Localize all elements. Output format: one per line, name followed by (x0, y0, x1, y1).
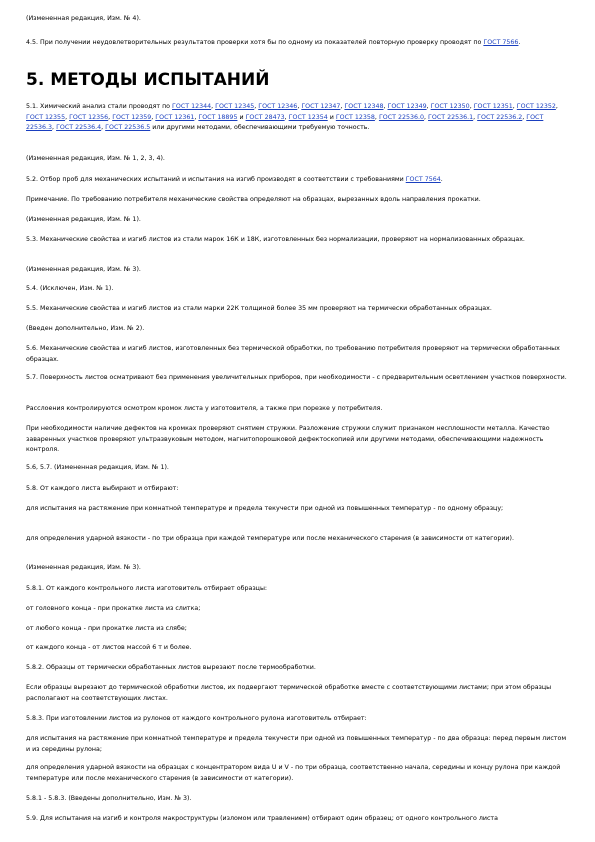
gost-link[interactable]: ГОСТ 12346 (258, 103, 298, 110)
list-item: от головного конца - при прокатке листа из слитка; (26, 605, 201, 612)
gost-link[interactable]: ГОСТ 12348 (344, 103, 384, 110)
paragraph-5-5: 5.5. Механические свойства и изгиб листов из стали марки 22К толщиной более 35 мм проверяют на термически обработанных образцах. (26, 305, 492, 312)
list-item: от любого конца - при прокатке листа из слябе; (26, 625, 187, 632)
paragraph-5-7-b: Расслоения контролируются осмотром кромок листа у изготовителя, а также при порезке у потребителя. (26, 405, 383, 412)
amendment-note: (Измененная редакция, Изм. № 3). (26, 266, 141, 273)
paragraph-5-8-b: для определения ударной вязкости - по три образца при каждой температуре или после механического старения (в зависимости от категории). (26, 535, 514, 542)
gost-link[interactable]: ГОСТ 22536.5 (105, 124, 151, 131)
amendment-note: (Введен дополнительно, Изм. № 2). (26, 325, 145, 332)
gost-link[interactable]: ГОСТ 12358 (335, 113, 375, 121)
paragraph-5-4: 5.4. (Исключен, Изм. № 1). (26, 285, 114, 292)
gost-link[interactable]: ГОСТ 22536.0 (378, 113, 425, 121)
paragraph-5-8-3-a: для испытания на растяжение при комнатной температуре и предела текучести при одной из повышенных температур - по два образца: перед первым листом и из середины рулона; (26, 735, 567, 753)
paragraph-5-1: 5.1. Химический анализ стали проводят по ГОСТ 12344, ГОСТ 12345, ГОСТ 12346, ГОСТ 12347, ГОСТ 12348, ГОСТ 12349, ГОСТ 12350, ГОСТ 12351, ГОСТ 12352, ГОСТ 12355, ГОСТ 12356, ГОСТ 12359, ГОСТ 12361, ГОСТ 18895 и ГОСТ 28473, ГОСТ 12354 и ГОСТ 12358, ГОСТ 22536.0, ГОСТ 22536.1, ГОСТ 22536.2, ГОСТ 22536.3, ГОСТ 22536.4, ГОСТ 22536.5 или другими методами, обеспечивающими требуемую точность. (26, 103, 558, 131)
gost-link[interactable]: ГОСТ 12345 (215, 103, 255, 110)
list-item: от каждого конца - от листов массой 6 т и более. (26, 644, 192, 651)
gost-link[interactable]: ГОСТ 12349 (387, 103, 427, 110)
paragraph-5-2: 5.2. Отбор проб для механических испытаний и испытания на изгиб производят в соответствии с требованиями ГОСТ 7564. (26, 176, 443, 183)
paragraph-5-8-3-b: для определения ударной вязкости на образцах с концентратором вида U и V - по три образца, соответственно начала, середины и концу рулона при каждой температуре или после механического старения (в зависимости от категории). (26, 764, 561, 782)
note-paragraph: Примечание. По требованию потребителя механические свойства определяют на образцах, вырезанных вдоль направления прокатки. (26, 196, 481, 203)
amendment-note: (Измененная редакция, Изм. № 4). (26, 15, 141, 22)
paragraph-5-8-1: 5.8.1. От каждого контрольного листа изготовитель отбирает образцы: (26, 585, 268, 592)
paragraph-4-5: 4.5. При получении неудовлетворительных результатов проверки хотя бы по одному из показателей повторную проверку проводят по ГОСТ 7566. (26, 39, 521, 46)
paragraph-5-8-3: 5.8.3. При изготовлении листов из рулонов от каждого контрольного рулона изготовитель отбирает: (26, 715, 367, 722)
amendment-note: (Измененная редакция, Изм. № 1). (26, 216, 141, 223)
gost-link[interactable]: ГОСТ 12356 (69, 113, 109, 121)
gost-link[interactable]: ГОСТ 12351 (473, 103, 513, 110)
gost-link[interactable]: ГОСТ 12359 (112, 113, 152, 121)
gost-link[interactable]: ГОСТ 12347 (301, 103, 341, 110)
gost-link[interactable]: ГОСТ 28473 (245, 113, 285, 121)
paragraph-5-8-a: для испытания на растяжение при комнатной температуре и предела текучести при одной из повышенных температур - по одному образцу; (26, 505, 504, 512)
amendment-note: 5.6, 5.7. (Измененная редакция, Изм. № 1). (26, 464, 169, 471)
amendment-note: (Измененная редакция, Изм. № 3). (26, 564, 141, 571)
gost-link[interactable]: ГОСТ 22536.1 (428, 113, 474, 121)
gost-link[interactable]: ГОСТ 22536.2 (477, 113, 523, 121)
gost-link[interactable]: ГОСТ 12361 (155, 113, 195, 121)
gost-link[interactable]: ГОСТ 7564 (405, 176, 441, 183)
gost-link[interactable]: ГОСТ 12344 (172, 103, 212, 110)
amendment-note: 5.8.1 - 5.8.3. (Введены дополнительно, Изм. № 3). (26, 795, 192, 802)
gost-link[interactable]: ГОСТ 12354 (288, 113, 328, 121)
gost-link[interactable]: ГОСТ 12352 (516, 103, 556, 110)
paragraph-5-7: 5.7. Поверхность листов осматривают без применения увеличительных приборов, при необходимости - с предварительным осветлением участков поверхности. (26, 374, 567, 381)
amendment-note: (Измененная редакция, Изм. № 1, 2, 3, 4). (26, 155, 165, 162)
gost-link[interactable]: ГОСТ 7566 (483, 39, 519, 46)
gost-link[interactable]: ГОСТ 12355 (26, 113, 66, 121)
gost-link[interactable]: ГОСТ 18895 (198, 113, 238, 121)
section-heading: 5. МЕТОДЫ ИСПЫТАНИЙ (26, 70, 270, 90)
paragraph-5-8: 5.8. От каждого листа выбирают и отбирают: (26, 485, 179, 492)
paragraph-5-6: 5.6. Механические свойства и изгиб листов, изготовленных без термической обработки, по требованию потребителя проверяют на термически обработанных образцах. (26, 345, 560, 363)
paragraph-5-3: 5.3. Механические свойства и изгиб листов из стали марок 16К и 18К, изготовленных без нормализации, проверяют на нормализованных образцах. (26, 236, 525, 243)
paragraph-5-7-c: При необходимости наличие дефектов на кромках проверяют снятием стружки. Разложение стружки служит признаком несплошности металла. Качество заваренных участков проверяют ультразвуковым методом, магнитопорошковой дефектоскопией или другими методами, обеспечивающими надежность контроля. (26, 425, 550, 453)
paragraph-5-8-2-b: Если образцы вырезают до термической обработки листов, их подвергают термической обработке вместе с соответствующими листами; при этом образцы располагают на соответствующих листах. (26, 684, 552, 702)
paragraph-5-9: 5.9. Для испытания на изгиб и контроля макроструктуры (изломом или травлением) отбирают один образец; от одного контрольного листа (26, 815, 498, 822)
paragraph-5-8-2: 5.8.2. Образцы от термически обработанных листов вырезают после термообработки. (26, 664, 316, 671)
gost-link[interactable]: ГОСТ 22536.4 (56, 124, 102, 131)
gost-link[interactable]: ГОСТ 12350 (430, 103, 470, 110)
gost-link[interactable]: ГОСТ 22536.3 (26, 113, 544, 131)
